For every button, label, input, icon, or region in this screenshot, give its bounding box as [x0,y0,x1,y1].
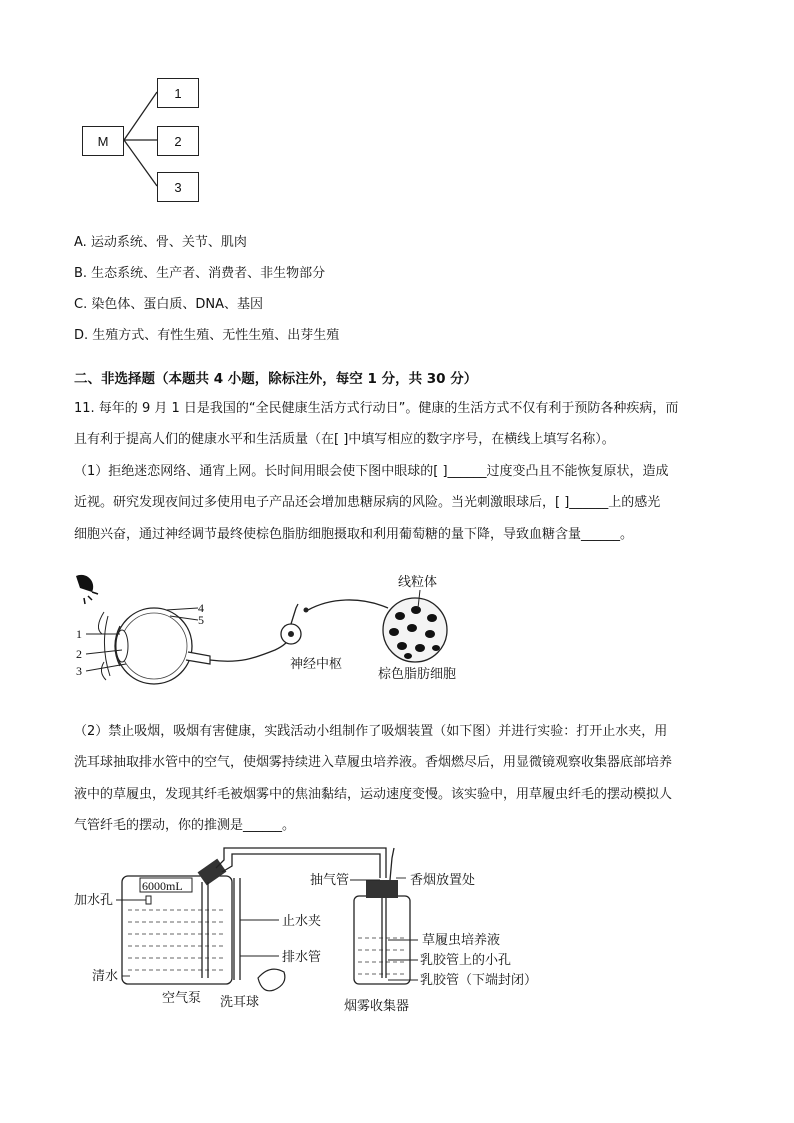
smoking-apparatus-figure [74,838,564,1018]
option-a: A. 运动系统、骨、关节、肌肉 [74,235,247,250]
label-mitochondria: 线粒体 [398,575,438,590]
section-heading: 二、非选择题（本题共 4 小题，除标注外，每空 1 分，共 30 分） [74,371,478,387]
ear-bulb-icon [258,969,285,991]
label-collector: 烟雾收集器 [344,999,410,1014]
tree-child-box-3: 3 [157,172,199,202]
q11-line-3: （1）拒绝迷恋网络、通宵上网。长时间用眼会使下图中眼球的[ ]______过度变凸且不能恢复原状，造成 [74,464,669,479]
label-hole: 乳胶管上的小孔 [420,953,512,968]
eye-number-1: 1 [76,627,82,641]
tree-connectors [0,0,794,220]
label-drain: 排水管 [282,950,322,965]
label-tube: 乳胶管（下端封闭） [420,973,538,988]
tree-root-box: M [82,126,124,156]
label-water: 清水 [92,969,119,984]
label-clamp: 止水夹 [282,914,322,929]
label-fat-cell: 棕色脂肪细胞 [378,667,457,682]
q2-line-1: （2）禁止吸烟，吸烟有害健康，实践活动小组制作了吸烟装置（如下图）并进行实验：打开止水夹，用 [74,724,668,739]
q2-line-4: 气管纤毛的摆动，你的推测是______。 [74,818,296,833]
option-c: C. 染色体、蛋白质、DNA、基因 [74,297,263,312]
eye-number-5: 5 [198,613,204,627]
tree-child-box-2: 2 [157,126,199,156]
eye-number-2: 2 [76,647,82,661]
q2-line-2: 洗耳球抽取排水管中的空气，使烟雾持续进入草履虫培养液。香烟燃尽后，用显微镜观察收集器底部培养 [74,755,673,770]
tree-child-box-1: 1 [157,78,199,108]
eye-number-3: 3 [76,664,82,678]
label-culture: 草履虫培养液 [422,933,501,948]
q11-line-4: 近视。研究发现夜间过多使用电子产品还会增加患糖尿病的风险。当光刺激眼球后，[ ]______上的感光 [74,495,661,510]
q11-line-5: 细胞兴奋，通过神经调节最终使棕色脂肪细胞摄取和利用葡萄糖的量下降，导致血糖含量______。 [74,527,634,542]
q11-line-1: 11. 每年的 9 月 1 日是我国的“全民健康生活方式行动日”。健康的生活方式不仅有利于预防各种疾病，而 [74,401,679,416]
eye-figure [70,568,490,698]
label-bulb: 洗耳球 [220,995,260,1010]
option-d: D. 生殖方式、有性生殖、无性生殖、出芽生殖 [74,328,340,343]
label-fill-hole: 加水孔 [74,893,114,908]
label-suction: 抽气管 [310,873,350,888]
q11-line-2: 且有利于提高人们的健康水平和生活质量（在[ ]中填写相应的数字序号，在横线上填写名称）。 [74,432,615,447]
label-nerve-center: 神经中枢 [290,657,343,672]
q2-line-3: 液中的草履虫，发现其纤毛被烟雾中的焦油黏结，运动速度变慢。该实验中，用草履虫纤毛的摆动模拟人 [74,787,673,802]
option-b: B. 生态系统、生产者、消费者、非生物部分 [74,266,326,281]
volume-label: 6000mL [142,879,183,893]
eye-number-4: 4 [198,601,204,615]
label-air-pump: 空气泵 [162,991,202,1006]
light-source-icon [76,575,93,592]
label-cigarette: 香烟放置处 [410,873,476,888]
